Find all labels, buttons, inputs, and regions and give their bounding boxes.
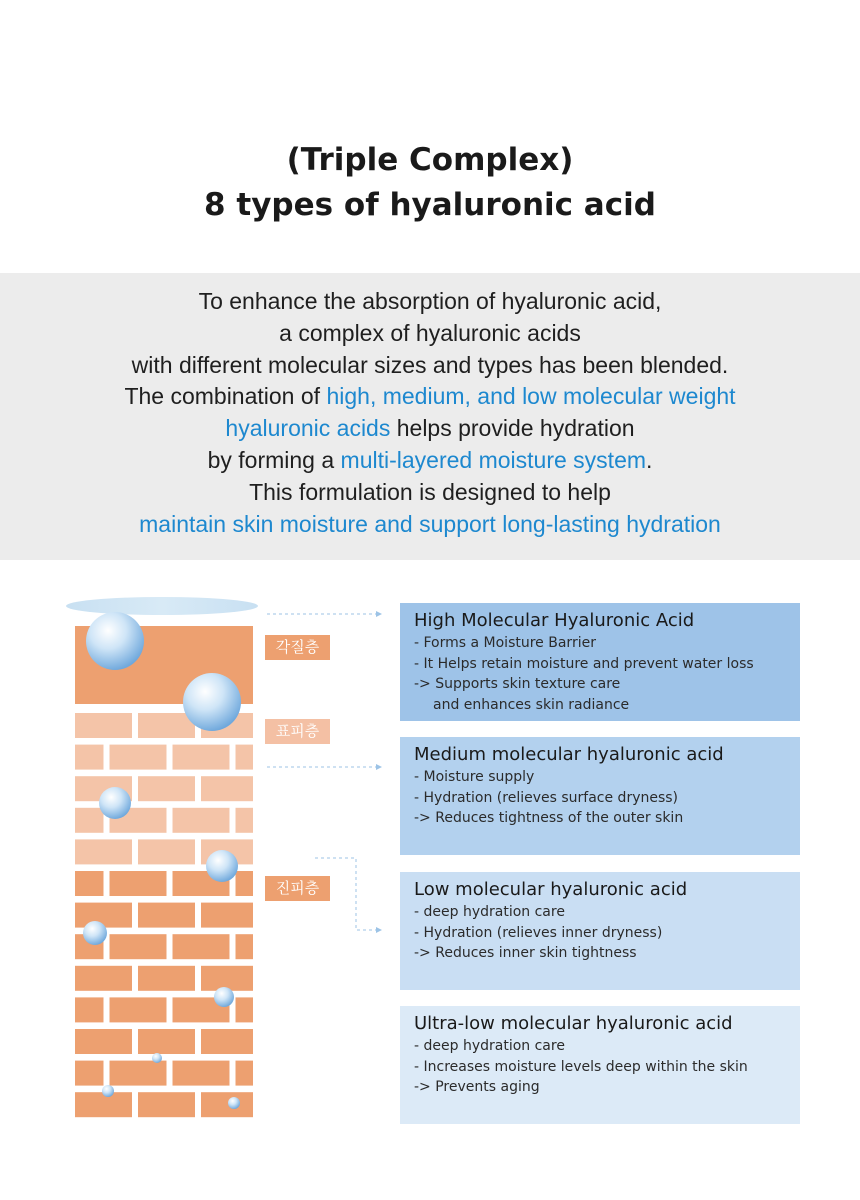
skin-layer-diagram	[0, 580, 860, 1140]
skin-brick	[236, 997, 254, 1022]
card-title: Ultra-low molecular hyaluronic acid	[414, 1013, 733, 1034]
skin-brick	[138, 966, 195, 991]
skin-brick	[138, 776, 195, 801]
skin-brick	[173, 808, 230, 833]
card-line: - Hydration (relieves surface dryness)	[414, 789, 679, 806]
label-dermis: 진피층	[265, 876, 330, 901]
skin-brick	[110, 997, 167, 1022]
skin-brick	[110, 1061, 167, 1086]
intro-highlight-long-lasting: maintain skin moisture and support long-lasting hydration	[139, 510, 721, 537]
skin-brick	[236, 745, 254, 770]
skin-brick	[201, 776, 253, 801]
skin-brick	[173, 745, 230, 770]
bubble-high-1	[86, 612, 144, 670]
card-line: - Moisture supply	[414, 769, 535, 785]
bubble-low-2	[214, 987, 234, 1007]
skin-brick	[236, 808, 254, 833]
intro-line-4-prefix: The combination of	[124, 383, 327, 410]
card-title: High Molecular Hyaluronic Acid	[414, 610, 695, 631]
skin-brick	[110, 871, 167, 896]
skin-brick	[201, 966, 253, 991]
intro-highlight-molecular-weights: high, medium, and low molecular weight	[326, 383, 736, 410]
skin-brick	[75, 871, 104, 896]
card-line: - It Helps retain moisture and prevent water loss	[414, 655, 754, 672]
page-title	[0, 138, 860, 228]
skin-brick	[201, 1029, 253, 1054]
intro-text	[0, 286, 860, 540]
card-line: -> Reduces inner skin tightness	[414, 945, 637, 961]
intro-line-7: This formulation is designed to help	[249, 478, 611, 505]
skin-surface-moisture	[66, 597, 258, 615]
card-line: - Increases moisture levels deep within the skin	[414, 1058, 748, 1075]
bubble-high-2	[183, 673, 241, 731]
intro-line-3: with different molecular sizes and types has been blended.	[131, 351, 729, 378]
bubble-ultra-1	[152, 1053, 162, 1063]
skin-brick	[75, 1029, 132, 1054]
skin-brick	[75, 1092, 132, 1117]
arrowhead-low	[376, 927, 382, 933]
card-low-molecular	[400, 872, 800, 990]
skin-brick	[75, 839, 132, 864]
skin-brick	[138, 903, 195, 928]
skin-brick	[173, 934, 230, 959]
card-line: -> Supports skin texture care	[414, 676, 621, 692]
skin-brick	[75, 713, 132, 738]
card-high-molecular	[400, 603, 800, 721]
card-title: Low molecular hyaluronic acid	[414, 879, 688, 900]
intro-line-2: a complex of hyaluronic acids	[279, 319, 581, 346]
skin-brick	[201, 1092, 253, 1117]
skin-brick	[110, 934, 167, 959]
skin-brick	[236, 871, 254, 896]
skin-brick	[236, 1061, 254, 1086]
card-medium-molecular	[400, 737, 800, 855]
bubble-low-1	[83, 921, 107, 945]
card-line: -> Reduces tightness of the outer skin	[414, 810, 684, 826]
bubble-ultra-3	[228, 1097, 240, 1109]
card-ultra-low-molecular	[400, 1006, 800, 1124]
intro-line-6-suffix: .	[646, 446, 653, 473]
intro-highlight-moisture-system: multi-layered moisture system	[340, 446, 647, 473]
bubble-medium-1	[99, 787, 131, 819]
skin-bricks	[75, 713, 253, 1117]
title-line-1: (Triple Complex)	[286, 142, 574, 178]
skin-brick	[75, 997, 104, 1022]
connector-arrowheads	[376, 611, 382, 933]
skin-brick	[75, 808, 104, 833]
title-line-2: 8 types of hyaluronic acid	[204, 187, 656, 223]
card-line: - deep hydration care	[414, 904, 565, 920]
card-line: and enhances skin radiance	[433, 696, 630, 713]
intro-highlight-hyaluronic-acids: hyaluronic acids	[225, 415, 391, 442]
skin-brick	[173, 1061, 230, 1086]
label-stratum-corneum: 각질층	[265, 635, 330, 660]
label-epidermis: 표피층	[265, 719, 330, 744]
skin-brick	[75, 745, 104, 770]
card-title: Medium molecular hyaluronic acid	[414, 744, 724, 765]
bubble-medium-2	[206, 850, 238, 882]
skin-brick	[75, 1061, 104, 1086]
skin-brick	[236, 934, 254, 959]
skin-brick	[138, 1029, 195, 1054]
arrowhead-medium	[376, 764, 382, 770]
intro-line-5-suffix: helps provide hydration	[390, 415, 635, 442]
skin-brick	[110, 745, 167, 770]
skin-brick	[138, 1092, 195, 1117]
skin-brick	[201, 903, 253, 928]
skin-brick	[138, 839, 195, 864]
intro-line-5	[0, 413, 860, 445]
intro-line-4	[0, 381, 860, 413]
card-line: - Hydration (relieves inner dryness)	[414, 924, 663, 941]
card-line: - Forms a Moisture Barrier	[414, 635, 596, 651]
intro-line-1: To enhance the absorption of hyaluronic acid,	[198, 288, 662, 314]
arrowhead-high	[376, 611, 382, 617]
skin-brick	[138, 713, 195, 738]
intro-line-6-prefix: by forming a	[207, 446, 341, 473]
bubble-ultra-2	[102, 1085, 114, 1097]
skin-brick	[75, 966, 132, 991]
card-line: -> Prevents aging	[414, 1079, 540, 1095]
intro-line-6	[0, 445, 860, 477]
card-line: - deep hydration care	[414, 1038, 565, 1054]
skin-brick	[75, 903, 132, 928]
